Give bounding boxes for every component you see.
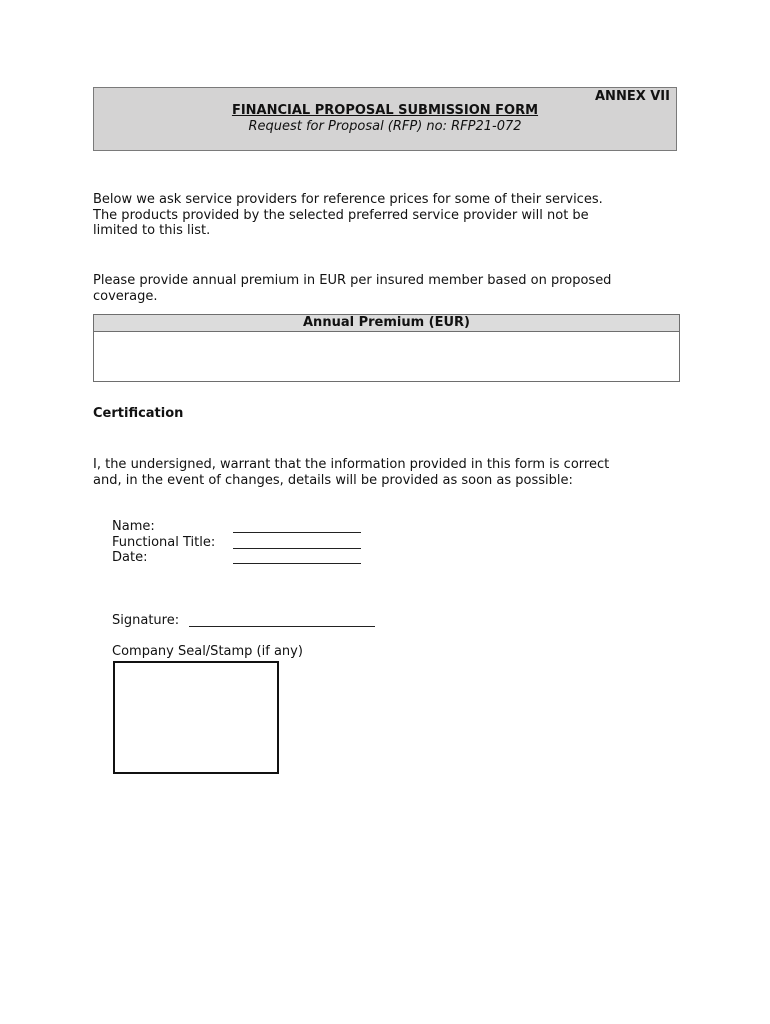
signature-row [112,613,179,629]
premium-instructions-line: Please provide annual premium in EUR per insured member based on proposed [93,273,612,288]
premium-instructions [93,273,683,304]
functional-title-label: Functional Title: [112,535,216,550]
signature-label: Signature: [112,613,180,628]
date-field-line[interactable] [233,563,361,564]
intro-line: The products provided by the selected preferred service provider will not be [93,207,589,223]
intro-paragraph [93,192,683,239]
form-title: FINANCIAL PROPOSAL SUBMISSION FORM [231,103,539,118]
annual-premium-table [93,314,680,382]
rfp-reference: Request for Proposal (RFP) no: RFP21-072 [248,119,522,134]
signature-field-line[interactable] [189,626,375,627]
annual-premium-header: Annual Premium (EUR) [94,315,679,332]
intro-line: limited to this list. [93,223,211,238]
intro-line: Below we ask service providers for reference prices for some of their services. [93,192,603,207]
name-label: Name: [112,519,155,534]
certification-line: and, in the event of changes, details will be provided as soon as possible: [93,472,573,488]
annex-label: ANNEX VII [595,89,670,104]
premium-instructions-line: coverage. [93,288,158,304]
date-label: Date: [112,550,148,565]
company-seal-box[interactable] [113,661,279,774]
certification-heading: Certification [93,406,184,421]
certification-statement [93,457,683,488]
name-field-line[interactable] [233,532,361,533]
header-box [93,87,677,151]
company-seal-label: Company Seal/Stamp (if any) [112,644,303,659]
certification-line: I, the undersigned, warrant that the information provided in this form is correct [93,457,610,472]
annual-premium-input-cell[interactable] [94,332,679,381]
functional-title-field-line[interactable] [233,548,361,549]
